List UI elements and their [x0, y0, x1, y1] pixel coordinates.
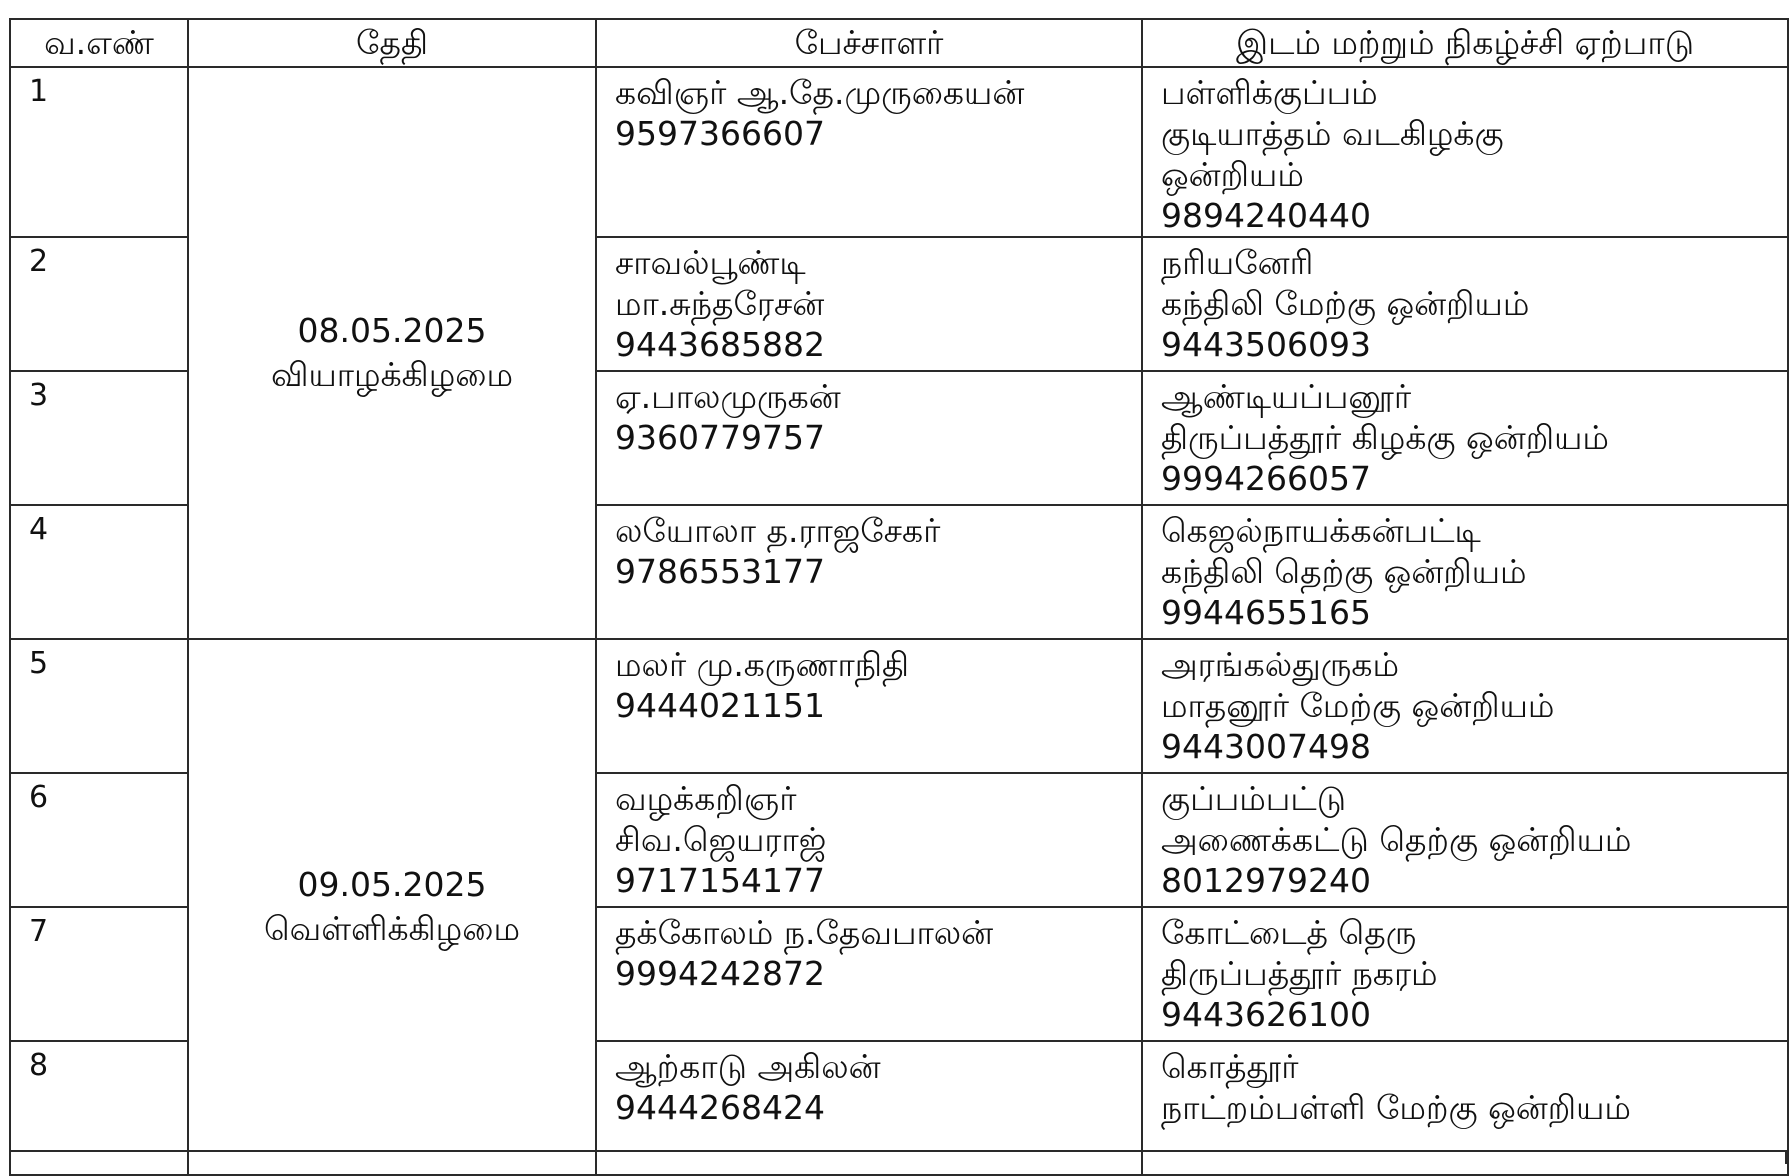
venue-cell	[1142, 773, 1788, 907]
venue-place: கொத்தூர்	[1161, 1047, 1299, 1086]
serial-number: 4	[10, 505, 188, 639]
venue-place: கெஜல்நாயக்கன்பட்டி	[1161, 511, 1481, 550]
serial-number: 3	[10, 371, 188, 505]
date-cell	[188, 67, 596, 639]
venue-place: அரங்கல்துருகம்	[1161, 645, 1399, 684]
speaker-cell	[596, 639, 1142, 773]
venue-phone: 9894240440	[1161, 196, 1371, 235]
venue-place: குப்பம்பட்டு	[1161, 779, 1347, 818]
venue-cell	[1142, 237, 1788, 371]
event-day: வியாழக்கிழமை	[270, 355, 514, 394]
venue-cell	[1142, 505, 1788, 639]
venue-phone: 9944655165	[1161, 593, 1371, 632]
serial-number: 7	[10, 907, 188, 1041]
table-row	[10, 639, 1788, 773]
venue-phone: 8012979240	[1161, 861, 1371, 900]
speaker-phone: 9717154177	[615, 861, 825, 900]
speaker-phone: 9444021151	[615, 686, 825, 725]
speaker-phone: 9597366607	[615, 114, 825, 153]
speaker-name: மா.சுந்தரேசன்	[615, 284, 825, 323]
header-speaker: பேச்சாளர்	[596, 19, 1142, 67]
venue-union: கந்திலி மேற்கு ஒன்றியம்	[1161, 284, 1530, 323]
speaker-phone: 9443685882	[615, 325, 825, 364]
event-day: வெள்ளிக்கிழமை	[263, 909, 520, 948]
speaker-phone: 9994242872	[615, 954, 825, 993]
serial-number: 8	[10, 1041, 188, 1175]
event-date: 09.05.2025	[297, 865, 487, 904]
speaker-cell	[596, 371, 1142, 505]
header-venue: இடம் மற்றும் நிகழ்ச்சி ஏற்பாடு	[1142, 19, 1788, 67]
speaker-cell	[596, 907, 1142, 1041]
venue-place: பள்ளிக்குப்பம்	[1161, 73, 1378, 112]
venue-union: திருப்பத்தூர் கிழக்கு ஒன்றியம்	[1161, 418, 1609, 457]
schedule-table	[9, 18, 1789, 1176]
venue-cell	[1142, 907, 1788, 1041]
venue-union: திருப்பத்தூர் நகரம்	[1161, 954, 1438, 993]
venue-union: அணைக்கட்டு தெற்கு ஒன்றியம்	[1161, 820, 1632, 859]
venue-phone: 9443007498	[1161, 727, 1371, 766]
venue-union: குடியாத்தம் வடகிழக்கு	[1161, 114, 1504, 153]
header-date: தேதி	[188, 19, 596, 67]
speaker-name: தக்கோலம் ந.தேவபாலன்	[615, 913, 994, 952]
venue-cell	[1142, 67, 1788, 237]
header-serial: வ.எண்	[10, 19, 188, 67]
date-cell	[188, 639, 596, 1175]
venue-place: கோட்டைத் தெரு	[1161, 913, 1417, 952]
venue-cell	[1142, 639, 1788, 773]
venue-phone: 9443626100	[1161, 995, 1371, 1034]
speaker-name: கவிஞர் ஆ.தே.முருகையன்	[615, 73, 1025, 112]
speaker-phone: 9360779757	[615, 418, 825, 457]
speaker-name: சிவ.ஜெயராஜ்	[615, 820, 827, 859]
venue-cell	[1142, 371, 1788, 505]
speaker-name: லயோலா த.ராஜசேகர்	[615, 511, 941, 550]
venue-phone: 9443506093	[1161, 325, 1371, 364]
speaker-name: வழக்கறிஞர்	[615, 779, 797, 818]
table-row	[10, 67, 1788, 237]
speaker-phone: 9444268424	[615, 1088, 825, 1127]
serial-number: 1	[10, 67, 188, 237]
serial-number: 5	[10, 639, 188, 773]
serial-number: 6	[10, 773, 188, 907]
header-row	[10, 19, 1788, 67]
venue-place: நரியனேரி	[1161, 243, 1314, 282]
venue-union: கந்திலி தெற்கு ஒன்றியம்	[1161, 552, 1527, 591]
event-date: 08.05.2025	[297, 311, 487, 350]
speaker-name: ஆற்காடு அகிலன்	[615, 1047, 881, 1086]
venue-place: ஆண்டியப்பனூர்	[1161, 377, 1412, 416]
speaker-cell	[596, 67, 1142, 237]
venue-phone: 9994266057	[1161, 459, 1371, 498]
venue-union: ஒன்றியம்	[1161, 155, 1304, 194]
speaker-phone: 9786553177	[615, 552, 825, 591]
speaker-cell	[596, 773, 1142, 907]
venue-union: நாட்றம்பள்ளி மேற்கு ஒன்றியம்	[1161, 1088, 1631, 1127]
speaker-cell	[596, 237, 1142, 371]
serial-number: 2	[10, 237, 188, 371]
speaker-name: ஏ.பாலமுருகன்	[615, 377, 841, 416]
speaker-name: சாவல்பூண்டி	[615, 243, 806, 282]
speaker-name: மலர் மு.கருணாநிதி	[615, 645, 910, 684]
venue-union: மாதனூர் மேற்கு ஒன்றியம்	[1161, 686, 1555, 725]
speaker-cell	[596, 505, 1142, 639]
